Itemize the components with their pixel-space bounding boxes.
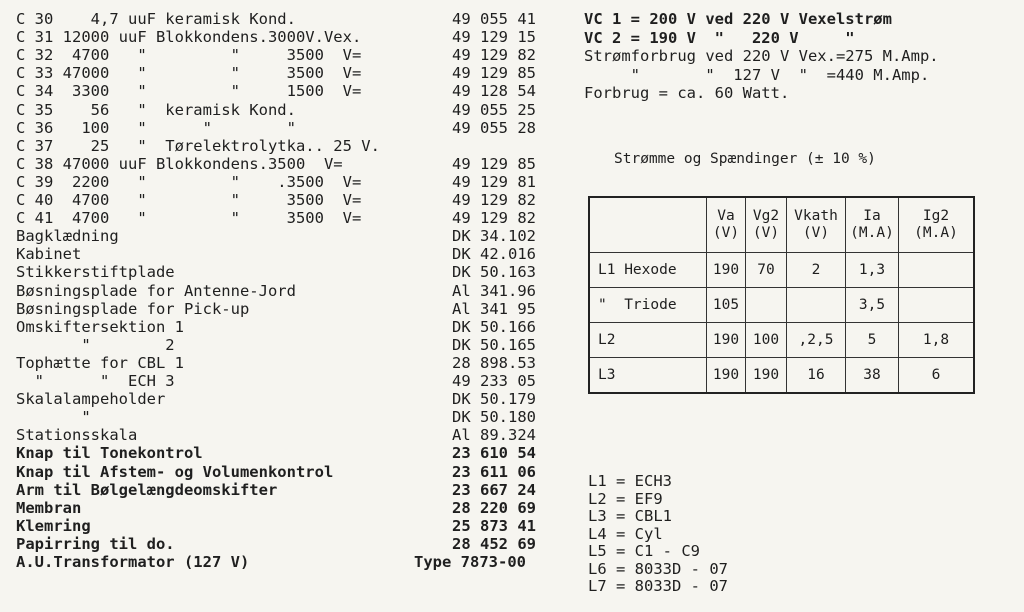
tube-entry: L3 = CBL1 bbox=[588, 507, 672, 525]
part-description: Omskiftersektion 1 bbox=[16, 317, 184, 336]
part-number: 28 898.53 bbox=[452, 353, 536, 372]
row-label-cell: L1 Hexode bbox=[589, 253, 707, 288]
part-number: Al 341.96 bbox=[452, 281, 536, 300]
spec-line: " " 127 V " =440 M.Amp. bbox=[584, 65, 930, 84]
table-row bbox=[589, 358, 974, 394]
tube-entry: L4 = Cyl bbox=[588, 524, 663, 543]
table-cell: 5 bbox=[846, 323, 899, 358]
part-number: 49 129 85 bbox=[452, 154, 536, 173]
part-number: 49 129 82 bbox=[452, 46, 536, 65]
part-description: C 39 2200 " " .3500 V= bbox=[16, 172, 362, 191]
table-cell bbox=[899, 253, 975, 288]
table-cell: 190 bbox=[707, 323, 746, 358]
part-description: Tophætte for CBL 1 bbox=[16, 353, 184, 372]
part-number: Al 341 95 bbox=[452, 299, 536, 318]
part-description: Kabinet bbox=[16, 245, 82, 264]
part-description: Bagklædning bbox=[16, 227, 119, 246]
part-number: 25 873 41 bbox=[452, 516, 536, 535]
table-cell: 2 bbox=[787, 253, 846, 288]
part-number: DK 34.102 bbox=[452, 227, 536, 246]
part-number: 28 220 69 bbox=[452, 498, 536, 517]
part-number: DK 50.179 bbox=[452, 390, 536, 409]
part-number: 49 129 82 bbox=[452, 191, 536, 209]
row-label-cell: L2 bbox=[589, 323, 707, 358]
tube-entry: L7 = 8033D - 07 bbox=[588, 577, 728, 595]
part-number: 28 452 69 bbox=[452, 534, 536, 553]
row-label-cell: " Triode bbox=[589, 288, 707, 323]
table-header-cell: Vkath (V) bbox=[787, 197, 846, 253]
part-description: " bbox=[16, 408, 91, 427]
part-description: " 2 bbox=[16, 335, 175, 354]
part-number: 23 611 06 bbox=[452, 462, 536, 481]
spec-line: VC 1 = 200 V ved 220 V Vexelstrøm bbox=[584, 10, 892, 28]
tube-entry: L1 = ECH3 bbox=[588, 472, 672, 490]
table-header-row bbox=[589, 197, 974, 253]
spec-line: Forbrug = ca. 60 Watt. bbox=[584, 84, 790, 102]
table-cell: 100 bbox=[746, 323, 787, 358]
part-description: Klemring bbox=[16, 516, 91, 535]
part-description: Membran bbox=[16, 498, 82, 517]
part-number: Type 7873-00 bbox=[414, 553, 526, 571]
part-description: C 30 4,7 uuF keramisk Kond. bbox=[16, 10, 296, 28]
part-number: 49 055 28 bbox=[452, 118, 536, 137]
table-row bbox=[589, 323, 974, 358]
spec-line: Strømforbrug ved 220 V Vex.=275 M.Amp. bbox=[584, 47, 939, 65]
table-cell bbox=[787, 288, 846, 323]
table-cell: 70 bbox=[746, 253, 787, 288]
row-label-cell: L3 bbox=[589, 358, 707, 394]
part-number: Al 89.324 bbox=[452, 426, 536, 445]
part-description: C 31 12000 uuF Blokkondens.3000V.Vex. bbox=[16, 28, 362, 47]
part-number: 23 667 24 bbox=[452, 480, 536, 499]
spec-line: VC 2 = 190 V " 220 V " bbox=[584, 28, 855, 47]
tube-entry: L2 = EF9 bbox=[588, 489, 663, 508]
part-number: 49 055 41 bbox=[452, 10, 536, 28]
part-number: 49 233 05 bbox=[452, 372, 536, 390]
table-cell: ,2,5 bbox=[787, 323, 846, 358]
table-cell bbox=[899, 288, 975, 323]
table-cell: 16 bbox=[787, 358, 846, 394]
table-cell: 1,8 bbox=[899, 323, 975, 358]
tube-entry: L6 = 8033D - 07 bbox=[588, 559, 728, 578]
part-description: Skalalampeholder bbox=[16, 390, 166, 409]
table-cell: 38 bbox=[846, 358, 899, 394]
table-header-cell: Ia (M.A) bbox=[846, 197, 899, 253]
part-description: C 38 47000 uuF Blokkondens.3500 V= bbox=[16, 154, 343, 173]
table-header-cell bbox=[589, 197, 707, 253]
table-cell: 6 bbox=[899, 358, 975, 394]
part-description: Stationsskala bbox=[16, 426, 138, 445]
table-row bbox=[589, 288, 974, 323]
part-number: DK 42.016 bbox=[452, 245, 536, 264]
part-description: A.U.Transformator (127 V) bbox=[16, 553, 250, 571]
part-description: C 36 100 " " " bbox=[16, 118, 296, 137]
table-cell: 190 bbox=[707, 358, 746, 394]
part-number: DK 50.180 bbox=[452, 408, 536, 427]
table-header-cell: Ig2 (M.A) bbox=[899, 197, 975, 253]
part-description: Knap til Tonekontrol bbox=[16, 444, 203, 463]
part-description: Arm til Bølgelængdeomskifter bbox=[16, 480, 278, 499]
part-description: C 37 25 " Tørelektrolytka.. 25 V. bbox=[16, 136, 380, 155]
table-header-cell: Va (V) bbox=[707, 197, 746, 253]
part-description: Papirring til do. bbox=[16, 534, 175, 553]
part-number: 49 055 25 bbox=[452, 100, 536, 119]
table-header-cell: Vg2 (V) bbox=[746, 197, 787, 253]
part-description: Knap til Afstem- og Volumenkontrol bbox=[16, 462, 334, 481]
part-number: DK 50.163 bbox=[452, 263, 536, 282]
part-description: Bøsningsplade for Pick-up bbox=[16, 299, 250, 318]
part-number: 49 129 82 bbox=[452, 209, 536, 228]
part-description: Bøsningsplade for Antenne-Jord bbox=[16, 281, 296, 300]
tube-entry: L5 = C1 - C9 bbox=[588, 542, 700, 560]
table-row bbox=[589, 253, 974, 288]
table-cell: 105 bbox=[707, 288, 746, 323]
table-cell bbox=[746, 288, 787, 323]
part-number: 49 129 15 bbox=[452, 28, 536, 47]
part-description: C 32 4700 " " 3500 V= bbox=[16, 46, 362, 65]
part-description: C 40 4700 " " 3500 V= bbox=[16, 191, 362, 209]
table-cell: 190 bbox=[707, 253, 746, 288]
part-description: C 33 47000 " " 3500 V= bbox=[16, 64, 362, 83]
table-cell: 1,3 bbox=[846, 253, 899, 288]
part-number: 49 128 54 bbox=[452, 82, 536, 101]
currents-table bbox=[588, 196, 975, 394]
part-description: C 35 56 " keramisk Kond. bbox=[16, 100, 296, 119]
part-number: DK 50.166 bbox=[452, 317, 536, 336]
part-number: 23 610 54 bbox=[452, 444, 536, 463]
part-number: DK 50.165 bbox=[452, 335, 536, 354]
table-cell: 3,5 bbox=[846, 288, 899, 323]
part-number: 49 129 81 bbox=[452, 172, 536, 191]
part-description: C 34 3300 " " 1500 V= bbox=[16, 82, 362, 101]
part-number: 49 129 85 bbox=[452, 64, 536, 83]
part-description: " " ECH 3 bbox=[16, 372, 175, 390]
table-title: Strømme og Spændinger (± 10 %) bbox=[614, 151, 876, 167]
part-description: C 41 4700 " " 3500 V= bbox=[16, 209, 362, 228]
table-cell: 190 bbox=[746, 358, 787, 394]
part-description: Stikkerstiftplade bbox=[16, 263, 175, 282]
